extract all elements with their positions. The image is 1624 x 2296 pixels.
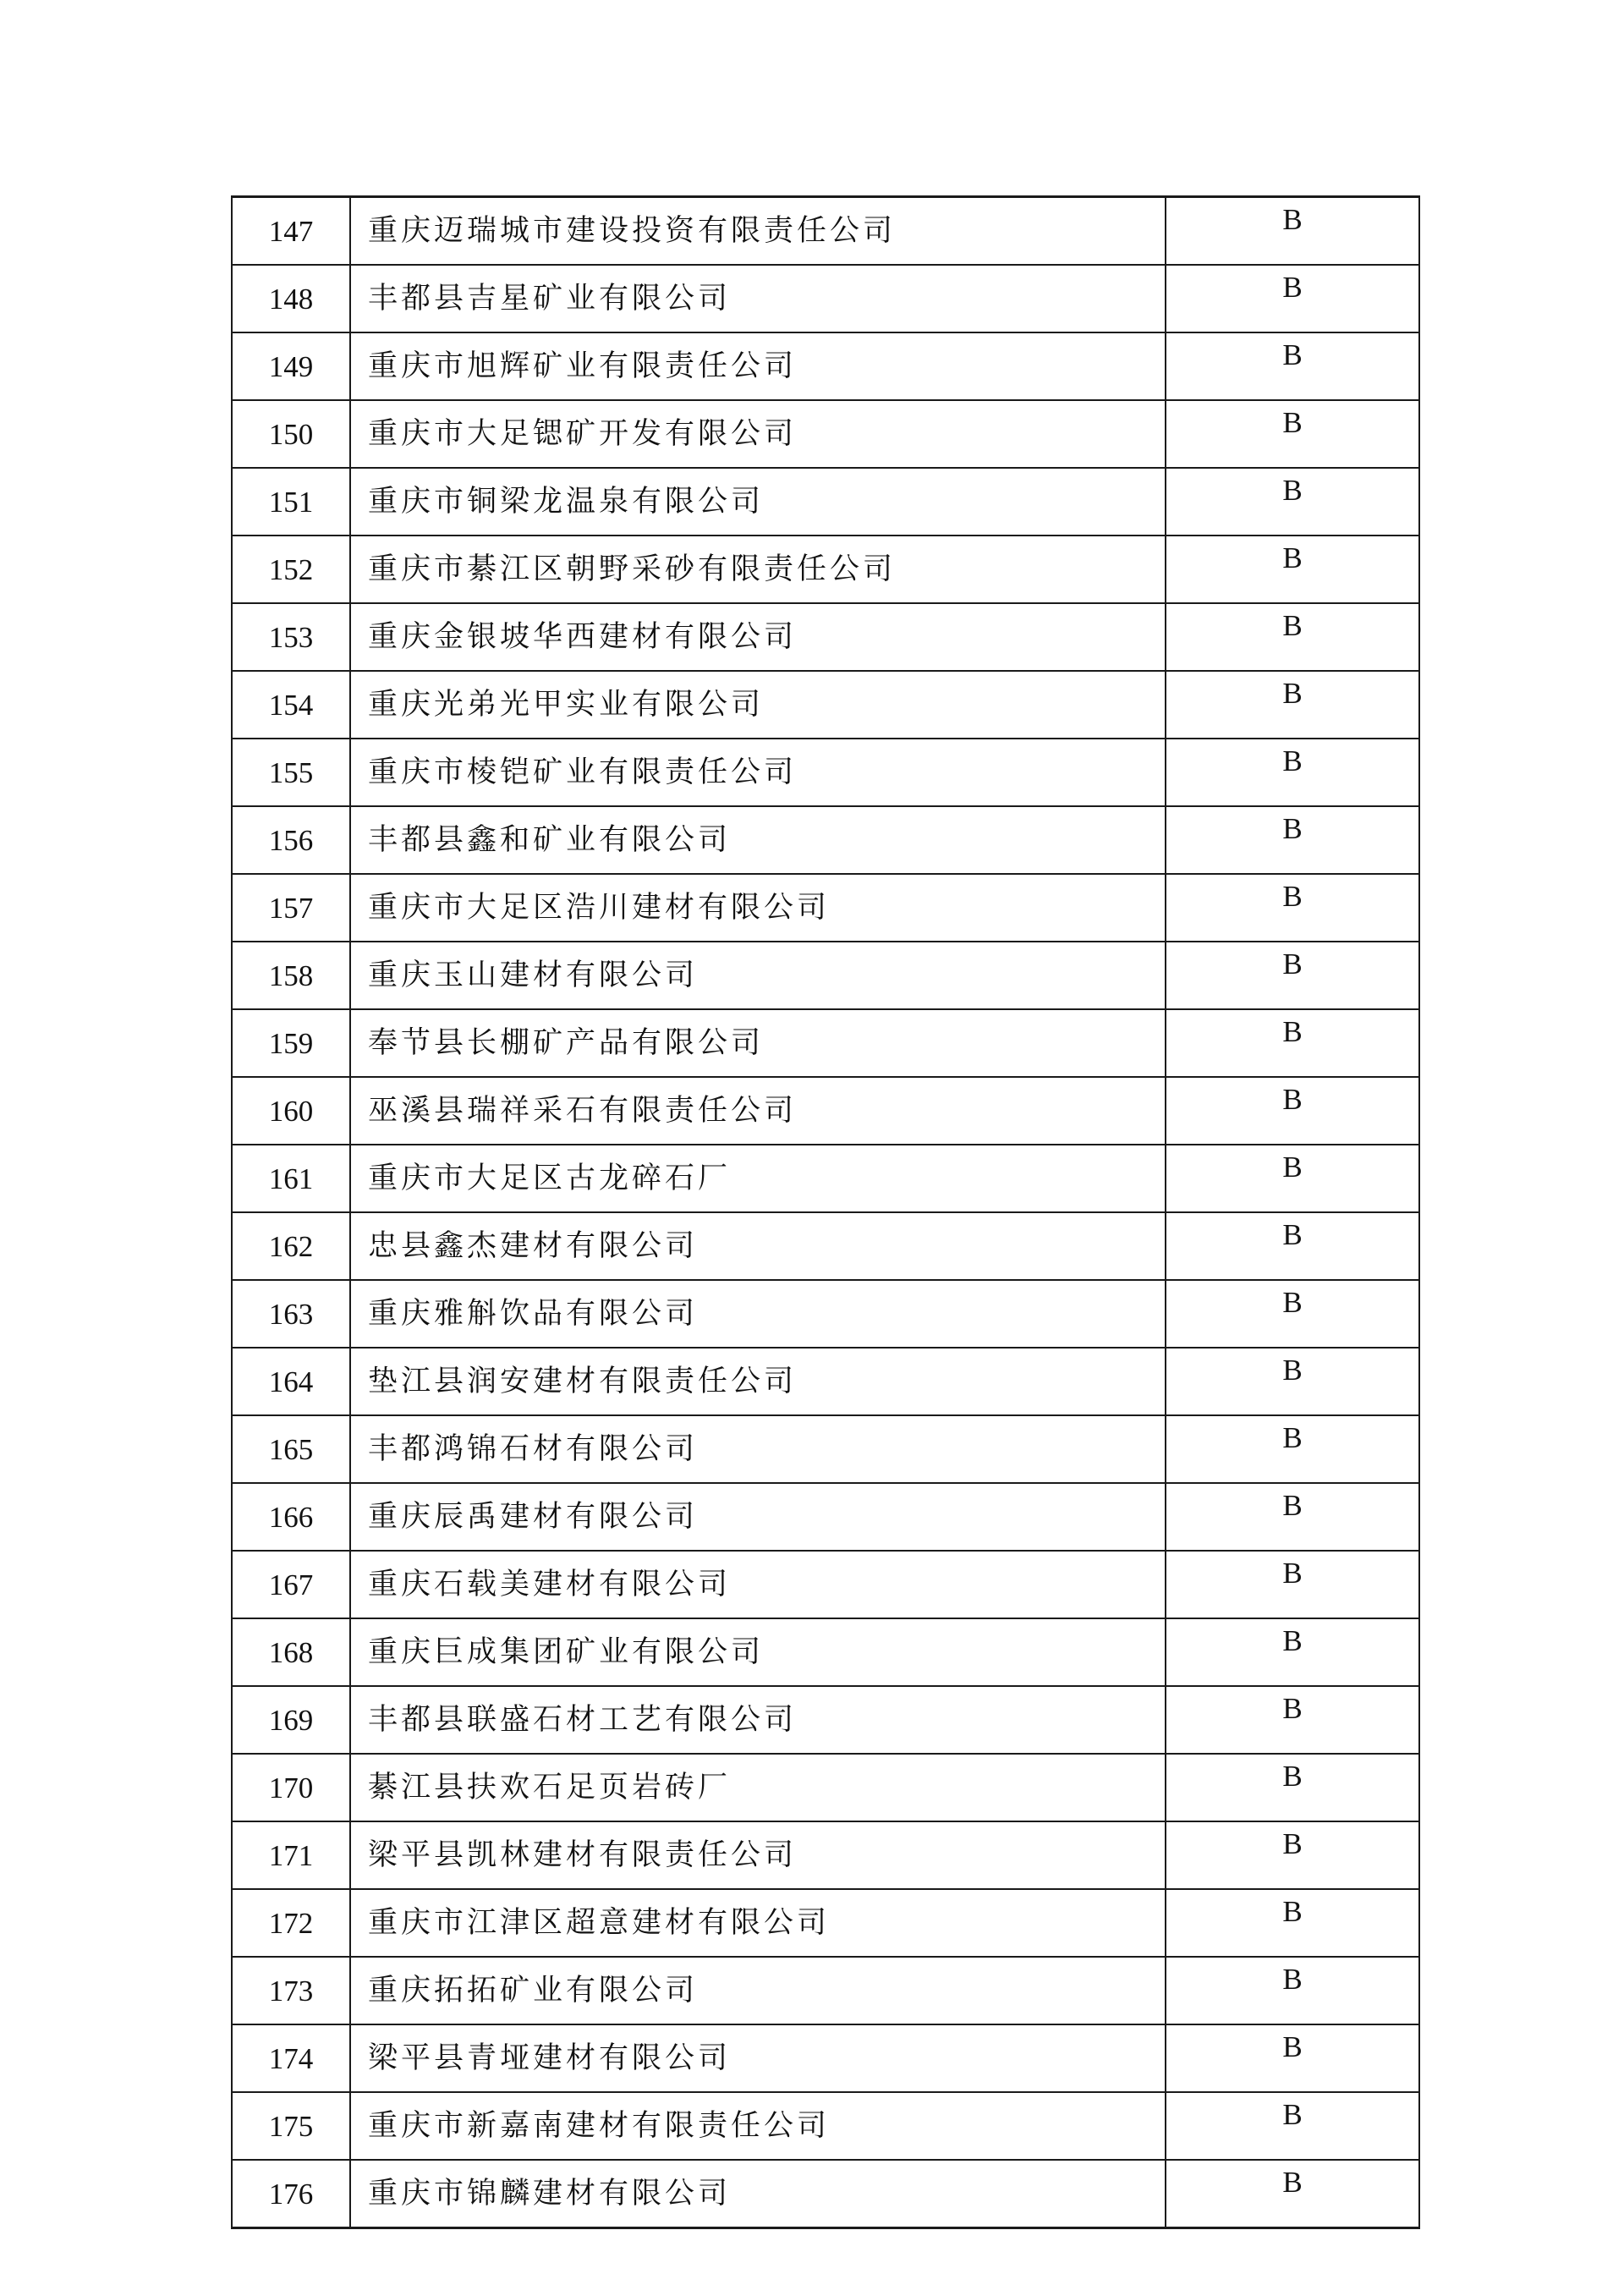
table-row xyxy=(232,874,1419,942)
table-row xyxy=(232,468,1419,536)
rating-grade: B xyxy=(1166,265,1419,332)
table-row xyxy=(232,806,1419,874)
rating-grade: B xyxy=(1166,1348,1419,1415)
row-number: 155 xyxy=(232,739,350,806)
company-name: 重庆市新嘉南建材有限责任公司 xyxy=(350,2092,1166,2160)
table-row xyxy=(232,1551,1419,1618)
row-number: 147 xyxy=(232,197,350,266)
rating-grade: B xyxy=(1166,197,1419,266)
company-name: 重庆市旭辉矿业有限责任公司 xyxy=(350,332,1166,400)
row-number: 160 xyxy=(232,1077,350,1145)
table-body xyxy=(232,197,1419,2228)
rating-grade: B xyxy=(1166,739,1419,806)
row-number: 150 xyxy=(232,400,350,468)
table-row xyxy=(232,197,1419,266)
table-row xyxy=(232,671,1419,739)
row-number: 149 xyxy=(232,332,350,400)
table-row xyxy=(232,536,1419,603)
row-number: 158 xyxy=(232,942,350,1009)
company-name: 丰都县吉星矿业有限公司 xyxy=(350,265,1166,332)
row-number: 173 xyxy=(232,1957,350,2024)
company-name: 巫溪县瑞祥采石有限责任公司 xyxy=(350,1077,1166,1145)
rating-grade: B xyxy=(1166,1551,1419,1618)
row-number: 175 xyxy=(232,2092,350,2160)
company-name: 重庆玉山建材有限公司 xyxy=(350,942,1166,1009)
company-name: 重庆金银坡华西建材有限公司 xyxy=(350,603,1166,671)
table-row xyxy=(232,1957,1419,2024)
row-number: 156 xyxy=(232,806,350,874)
rating-grade: B xyxy=(1166,1821,1419,1889)
rating-grade: B xyxy=(1166,2092,1419,2160)
row-number: 148 xyxy=(232,265,350,332)
company-name: 重庆市锦麟建材有限公司 xyxy=(350,2160,1166,2228)
company-name: 重庆市江津区超意建材有限公司 xyxy=(350,1889,1166,1957)
rating-grade: B xyxy=(1166,536,1419,603)
company-name: 丰都县鑫和矿业有限公司 xyxy=(350,806,1166,874)
table-row xyxy=(232,1889,1419,1957)
row-number: 152 xyxy=(232,536,350,603)
row-number: 153 xyxy=(232,603,350,671)
rating-grade: B xyxy=(1166,1077,1419,1145)
rating-grade: B xyxy=(1166,1415,1419,1483)
rating-grade: B xyxy=(1166,468,1419,536)
row-number: 166 xyxy=(232,1483,350,1551)
company-name: 重庆市綦江区朝野采砂有限责任公司 xyxy=(350,536,1166,603)
rating-grade: B xyxy=(1166,1483,1419,1551)
rating-grade: B xyxy=(1166,1889,1419,1957)
rating-grade: B xyxy=(1166,874,1419,942)
rating-grade: B xyxy=(1166,1145,1419,1212)
company-name: 梁平县凯林建材有限责任公司 xyxy=(350,1821,1166,1889)
company-name: 丰都县联盛石材工艺有限公司 xyxy=(350,1686,1166,1754)
company-name: 重庆拓拓矿业有限公司 xyxy=(350,1957,1166,2024)
rating-grade: B xyxy=(1166,400,1419,468)
table-row xyxy=(232,1754,1419,1821)
row-number: 167 xyxy=(232,1551,350,1618)
row-number: 176 xyxy=(232,2160,350,2228)
table-row xyxy=(232,332,1419,400)
company-name: 梁平县青垭建材有限公司 xyxy=(350,2024,1166,2092)
table-row xyxy=(232,400,1419,468)
company-name: 重庆市铜梁龙温泉有限公司 xyxy=(350,468,1166,536)
company-name: 丰都鸿锦石材有限公司 xyxy=(350,1415,1166,1483)
row-number: 165 xyxy=(232,1415,350,1483)
company-name: 重庆市大足锶矿开发有限公司 xyxy=(350,400,1166,468)
company-name: 綦江县扶欢石足页岩砖厂 xyxy=(350,1754,1166,1821)
rating-grade: B xyxy=(1166,1280,1419,1348)
rating-grade: B xyxy=(1166,671,1419,739)
table-row xyxy=(232,1483,1419,1551)
table-row xyxy=(232,603,1419,671)
row-number: 174 xyxy=(232,2024,350,2092)
rating-grade: B xyxy=(1166,332,1419,400)
row-number: 169 xyxy=(232,1686,350,1754)
company-name: 重庆光弟光甲实业有限公司 xyxy=(350,671,1166,739)
row-number: 172 xyxy=(232,1889,350,1957)
row-number: 163 xyxy=(232,1280,350,1348)
company-name: 重庆市大足区古龙碎石厂 xyxy=(350,1145,1166,1212)
table-row xyxy=(232,739,1419,806)
company-name: 重庆市大足区浩川建材有限公司 xyxy=(350,874,1166,942)
table-row xyxy=(232,1009,1419,1077)
row-number: 154 xyxy=(232,671,350,739)
table-row xyxy=(232,942,1419,1009)
rating-grade: B xyxy=(1166,603,1419,671)
company-name: 垫江县润安建材有限责任公司 xyxy=(350,1348,1166,1415)
table-row xyxy=(232,2024,1419,2092)
row-number: 170 xyxy=(232,1754,350,1821)
rating-grade: B xyxy=(1166,806,1419,874)
company-name: 重庆巨成集团矿业有限公司 xyxy=(350,1618,1166,1686)
table-row xyxy=(232,2160,1419,2228)
row-number: 164 xyxy=(232,1348,350,1415)
rating-grade: B xyxy=(1166,1212,1419,1280)
table-row xyxy=(232,1415,1419,1483)
table-row xyxy=(232,1145,1419,1212)
company-name: 重庆市棱铠矿业有限责任公司 xyxy=(350,739,1166,806)
company-rating-table xyxy=(231,195,1420,2229)
company-name: 忠县鑫杰建材有限公司 xyxy=(350,1212,1166,1280)
rating-grade: B xyxy=(1166,1754,1419,1821)
rating-grade: B xyxy=(1166,942,1419,1009)
table-row xyxy=(232,1686,1419,1754)
table-row xyxy=(232,1077,1419,1145)
table-row xyxy=(232,265,1419,332)
company-name: 重庆辰禹建材有限公司 xyxy=(350,1483,1166,1551)
row-number: 157 xyxy=(232,874,350,942)
rating-grade: B xyxy=(1166,1618,1419,1686)
rating-grade: B xyxy=(1166,1686,1419,1754)
table-row xyxy=(232,1212,1419,1280)
row-number: 171 xyxy=(232,1821,350,1889)
row-number: 161 xyxy=(232,1145,350,1212)
row-number: 168 xyxy=(232,1618,350,1686)
company-name: 奉节县长棚矿产品有限公司 xyxy=(350,1009,1166,1077)
row-number: 162 xyxy=(232,1212,350,1280)
table-row xyxy=(232,1618,1419,1686)
table-row xyxy=(232,1348,1419,1415)
rating-grade: B xyxy=(1166,1957,1419,2024)
company-name: 重庆迈瑞城市建设投资有限责任公司 xyxy=(350,197,1166,266)
row-number: 159 xyxy=(232,1009,350,1077)
row-number: 151 xyxy=(232,468,350,536)
table-row xyxy=(232,1280,1419,1348)
company-name: 重庆石载美建材有限公司 xyxy=(350,1551,1166,1618)
table-row xyxy=(232,1821,1419,1889)
rating-grade: B xyxy=(1166,1009,1419,1077)
rating-grade: B xyxy=(1166,2024,1419,2092)
table-row xyxy=(232,2092,1419,2160)
company-name: 重庆雅斛饮品有限公司 xyxy=(350,1280,1166,1348)
rating-grade: B xyxy=(1166,2160,1419,2228)
